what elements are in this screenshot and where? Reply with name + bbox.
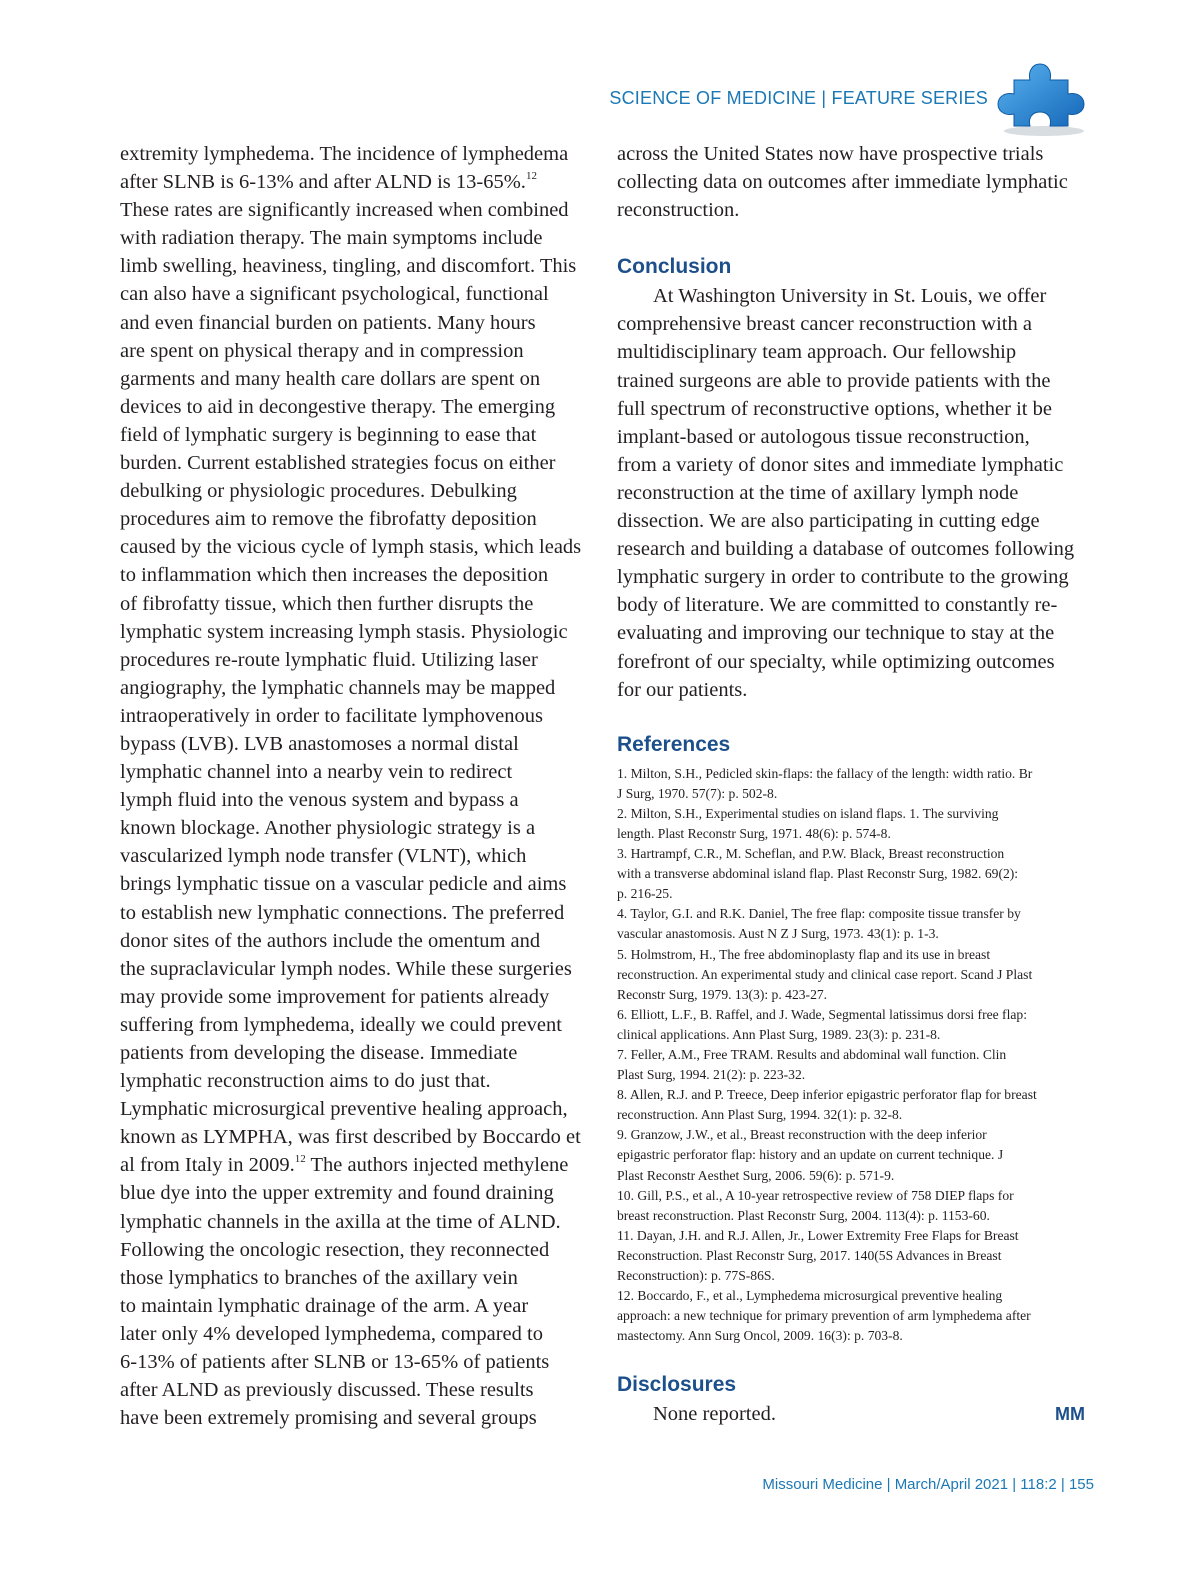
body-line: devices to aid in decongestive therapy. The emerging [120, 395, 556, 418]
body-line: later only 4% developed lymphedema, compared to [120, 1322, 543, 1345]
body-line: lymphatic channels in the axilla at the time of ALND. [120, 1210, 561, 1233]
body-line: bypass (LVB). LVB anastomoses a normal distal [120, 732, 519, 755]
conclusion-heading: Conclusion [617, 255, 732, 279]
body-line: after ALND as previously discussed. These results [120, 1379, 534, 1402]
body-line: lymph fluid into the venous system and bypass a [120, 789, 519, 812]
body-line: may provide some improvement for patients already [120, 985, 550, 1008]
body-line: evaluating and improving our technique to stay at the [617, 622, 1055, 645]
body-line: burden. Current established strategies focus on either [120, 452, 556, 475]
body-line: body of literature. We are committed to constantly re- [617, 594, 1058, 617]
reference-line: Reconstruction): p. 77S-86S. [617, 1268, 775, 1284]
body-line: caused by the vicious cycle of lymph stasis, which leads [120, 536, 582, 559]
disclosures-row [617, 1400, 1091, 1428]
body-line: comprehensive breast cancer reconstruction with a [617, 313, 1032, 336]
body-line: lymphatic channel into a nearby vein to redirect [120, 761, 513, 784]
reference-line: 4. Taylor, G.I. and R.K. Daniel, The free flap: composite tissue transfer by [617, 906, 1021, 922]
reference-line: epigastric perforator flap: history and an update on current technique. J [617, 1147, 1004, 1163]
body-line: limb swelling, heaviness, tingling, and discomfort. This [120, 255, 577, 278]
reference-line: reconstruction. An experimental study and clinical case report. Scand J Plast [617, 966, 1033, 982]
reference-line: 1. Milton, S.H., Pedicled skin-flaps: the fallacy of the length: width ratio. Br [617, 765, 1033, 781]
reference-line: 12. Boccardo, F., et al., Lymphedema microsurgical preventive healing [617, 1288, 1003, 1304]
body-line: to inflammation which then increases the deposition [120, 564, 549, 587]
body-line: forefront of our specialty, while optimizing outcomes [617, 650, 1055, 673]
disclosures-text: None reported. [653, 1403, 776, 1426]
page-footer: Missouri Medicine | March/April 2021 | 118:2 | 155 [762, 1476, 1094, 1493]
body-line: have been extremely promising and several groups [120, 1407, 537, 1430]
reference-line: approach: a new technique for primary prevention of arm lymphedema after [617, 1308, 1031, 1324]
reference-line: 11. Dayan, J.H. and R.J. Allen, Jr., Lower Extremity Free Flaps for Breast [617, 1227, 1019, 1243]
reference-line: reconstruction. Ann Plast Surg, 1994. 32(1): p. 32-8. [617, 1107, 903, 1123]
reference-line: vascular anastomosis. Aust N Z J Surg, 1973. 43(1): p. 1-3. [617, 926, 939, 942]
reference-line: breast reconstruction. Plast Reconstr Surg, 2004. 113(4): p. 1153-60. [617, 1207, 990, 1223]
reference-line: mastectomy. Ann Surg Oncol, 2009. 16(3): p. 703-8. [617, 1328, 903, 1344]
reference-line: J Surg, 1970. 57(7): p. 502-8. [617, 785, 778, 801]
body-line: lymphatic system increasing lymph stasis. Physiologic [120, 620, 568, 643]
body-line: garments and many health care dollars are spent on [120, 367, 541, 390]
body-line: reconstruction at the time of axillary lymph node [617, 481, 1019, 504]
body-line: collecting data on outcomes after immediate lymphatic [617, 171, 1068, 194]
body-line: known as LYMPHA, was first described by Boccardo et [120, 1126, 581, 1149]
body-line: At Washington University in St. Louis, we offer [653, 285, 1047, 308]
body-line: and even financial burden on patients. Many hours [120, 311, 536, 334]
reference-line: length. Plast Reconstr Surg, 1971. 48(6): p. 574-8. [617, 825, 891, 841]
body-line: 6-13% of patients after SLNB or 13-65% of patients [120, 1351, 550, 1374]
disclosures-heading: Disclosures [617, 1373, 737, 1397]
body-line: from a variety of donor sites and immediate lymphatic [617, 453, 1064, 476]
series-header: SCIENCE OF MEDICINE | FEATURE SERIES [609, 88, 988, 108]
reference-line: p. 216-25. [617, 886, 673, 902]
reference-line: 7. Feller, A.M., Free TRAM. Results and abdominal wall function. Clin [617, 1047, 1007, 1062]
body-line: procedures re-route lymphatic fluid. Utilizing laser [120, 648, 538, 671]
body-line: across the United States now have prospective trials [617, 143, 1044, 165]
body-line: debulking or physiologic procedures. Debulking [120, 480, 517, 503]
body-line: with radiation therapy. The main symptoms include [120, 227, 543, 250]
puzzle-piece-icon [992, 58, 1092, 138]
right-column [617, 140, 1091, 1429]
reference-line: Reconstruction. Plast Reconstr Surg, 2017. 140(5S Advances in Breast [617, 1247, 1002, 1263]
body-line: Lymphatic microsurgical preventive healing approach, [120, 1098, 568, 1121]
left-column [120, 140, 592, 1432]
body-line: lymphatic surgery in order to contribute to the growing [617, 566, 1069, 589]
body-line: vascularized lymph node transfer (VLNT), which [120, 845, 527, 868]
reference-line: with a transverse abdominal island flap. Plast Reconstr Surg, 1982. 69(2): [617, 866, 1019, 882]
body-line: known blockage. Another physiologic strategy is a [120, 817, 536, 840]
reference-line: 8. Allen, R.J. and P. Treece, Deep inferior epigastric perforator flap for breast [617, 1087, 1037, 1103]
reference-line: Plast Surg, 1994. 21(2): p. 223-32. [617, 1067, 806, 1083]
body-line: those lymphatics to branches of the axillary vein [120, 1266, 518, 1289]
body-line: procedures aim to remove the fibrofatty deposition [120, 508, 537, 531]
body-line: suffering from lymphedema, ideally we could prevent [120, 1013, 562, 1036]
reference-line: 3. Hartrampf, C.R., M. Scheflan, and P.W. Black, Breast reconstruction [617, 846, 1005, 862]
body-line: to establish new lymphatic connections. The preferred [120, 901, 565, 924]
body-line: intraoperatively in order to facilitate lymphovenous [120, 704, 543, 727]
reference-line: 6. Elliott, L.F., B. Raffel, and J. Wade, Segmental latissimus dorsi free flap: [617, 1006, 1027, 1022]
citation-superscript: 12 [294, 1153, 306, 1166]
body-line: are spent on physical therapy and in compression [120, 339, 524, 362]
body-line: multidisciplinary team approach. Our fellowship [617, 341, 1017, 364]
body-line: of fibrofatty tissue, which then further disrupts the [120, 592, 534, 615]
references-list [617, 764, 1091, 1347]
body-line: for our patients. [617, 678, 748, 701]
body-line: blue dye into the upper extremity and found draining [120, 1182, 554, 1205]
body-line: These rates are significantly increased when combined [120, 199, 569, 222]
body-line: extremity lymphedema. The incidence of lymphedema [120, 143, 569, 165]
body-line: lymphatic reconstruction aims to do just that. [120, 1070, 491, 1093]
body-line: dissection. We are also participating in cutting edge [617, 510, 1040, 533]
end-mark: MM [1055, 1404, 1085, 1425]
body-line: reconstruction. [617, 199, 740, 222]
body-line: brings lymphatic tissue on a vascular pedicle and aims [120, 873, 567, 896]
body-line: field of lymphatic surgery is beginning to ease that [120, 423, 537, 446]
body-line: Following the oncologic resection, they reconnected [120, 1238, 550, 1261]
body-line: angiography, the lymphatic channels may be mapped [120, 676, 556, 699]
reference-line: Plast Reconstr Aesthet Surg, 2006. 59(6): p. 571-9. [617, 1167, 895, 1183]
body-line: research and building a database of outcomes following [617, 538, 1075, 561]
body-line: full spectrum of reconstructive options, whether it be [617, 397, 1052, 420]
body-line: al from Italy in 2009.12 The authors injected methylene [120, 1153, 569, 1177]
body-line: implant-based or autologous tissue reconstruction, [617, 425, 1030, 448]
citation-superscript: 12 [525, 170, 537, 183]
body-line: donor sites of the authors include the omentum and [120, 929, 541, 952]
reference-line: 5. Holmstrom, H., The free abdominoplasty flap and its use in breast [617, 946, 991, 962]
body-line: trained surgeons are able to provide patients with the [617, 369, 1051, 392]
reference-line: 10. Gill, P.S., et al., A 10-year retrospective review of 758 DIEP flaps for [617, 1187, 1014, 1203]
reference-line: clinical applications. Ann Plast Surg, 1989. 23(3): p. 231-8. [617, 1026, 941, 1042]
body-line: after SLNB is 6-13% and after ALND is 13-65%.$^{12}$ [120, 170, 537, 194]
reference-line: 9. Granzow, J.W., et al., Breast reconstruction with the deep inferior [617, 1127, 987, 1143]
body-line: to maintain lymphatic drainage of the arm. A year [120, 1294, 529, 1317]
body-line: can also have a significant psychological, functional [120, 283, 549, 306]
reference-line: Reconstr Surg, 1979. 13(3): p. 423-27. [617, 986, 828, 1002]
body-line: the supraclavicular lymph nodes. While these surgeries [120, 957, 572, 980]
reference-line: 2. Milton, S.H., Experimental studies on island flaps. 1. The surviving [617, 805, 999, 821]
body-line: patients from developing the disease. Immediate [120, 1042, 518, 1064]
references-heading: References [617, 732, 731, 756]
